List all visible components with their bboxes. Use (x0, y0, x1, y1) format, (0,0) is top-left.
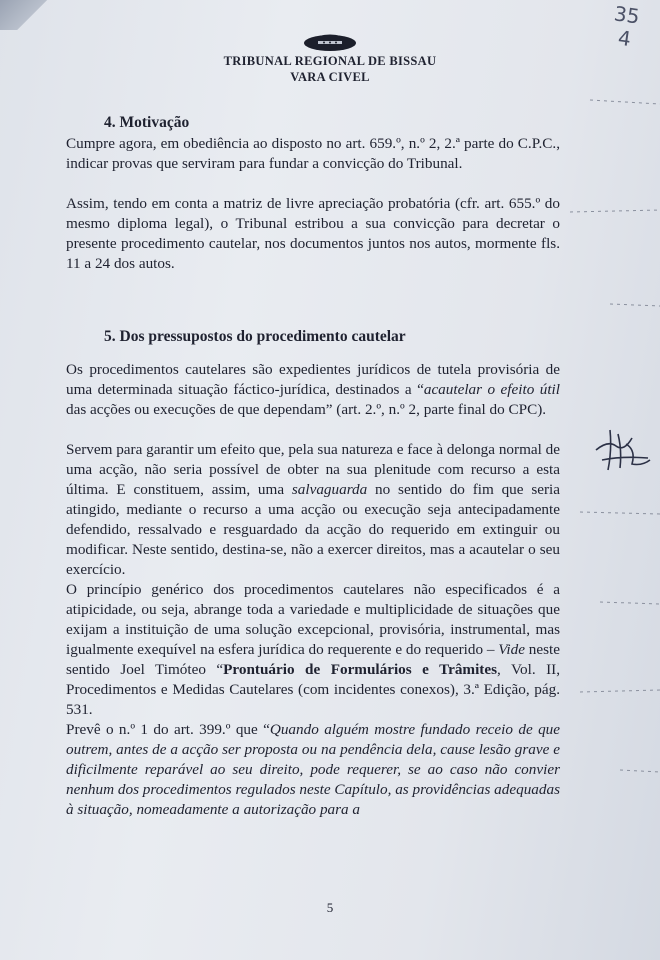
court-emblem-icon (300, 30, 360, 52)
court-name: TRIBUNAL REGIONAL DE BISSAU (223, 54, 437, 68)
margin-pencil-marks (560, 0, 660, 960)
section-4-paragraph-2: Assim, tendo em conta a matriz de livre apreciação probatória (cfr. art. 655.º do mesmo diploma legal), o Tribunal estribou a sua convicção para decretar o presente procedimento cautelar, nos documentos juntos nos autos, mormente fls. 11 a 24 dos autos. (66, 195, 560, 272)
section-5-paragraph-4: Prevê o n.º 1 do art. 399.º que “Quando alguém mostre fundado receio de que outrem, antes de a acção ser proposta ou na pendência dela, cause lesão grave e dificilmente reparável ao seu direito, pode requerer, se ao caso não convier nenhum dos procedimentos regulados neste Capítulo, as providências adequadas à situação, nomeadamente a autorização para a (66, 721, 561, 818)
handwritten-number-2: 4 (616, 25, 633, 52)
section-4-title: 4. Motivação (104, 114, 190, 131)
section-5-title: 5. Dos pressupostos do procedimento cautelar (104, 328, 406, 345)
section-5-body (66, 360, 560, 820)
page-number: 5 (326, 900, 334, 915)
handwritten-number-1: 35 (612, 1, 642, 29)
folded-corner (0, 0, 48, 30)
section-5-paragraph-1: Os procedimentos cautelares são expedientes jurídicos de tutela provisória de uma determinada situação fáctico-jurídica, destinados a “acautelar o efeito útil das acções ou execuções de que dependam” (art. 2.º, n.º 2, parte final do CPC). (66, 361, 560, 418)
section-5-paragraph-2: Servem para garantir um efeito que, pela sua natureza e face à delonga normal de uma acção, não seria possível de obter na sua plenitude com recurso a esta última. E constituem, assim, uma salvaguarda no sentido do fim que seria atingido, mediante o recurso a uma acção ou execução seja antecipadamente defendido, ressalvado e resguardado da acção do requerido em extinguir ou modificar. Neste sentido, destina-se, não a exercer direitos, mas a acautelar o seu exercício. (66, 441, 560, 578)
court-division: VARA CIVEL (290, 70, 370, 84)
section-5-paragraph-3: O princípio genérico dos procedimentos cautelares não especificados é a atipicidade, ou seja, abrange toda a variedade e multiplicidade de situações que exijam a instituição de uma solução excepcional, provisória, instrumental, mas igualmente exequível na esfera jurídica do requerente e do requerido – Vide neste sentido Joel Timóteo “Prontuário de Formulários e Trâmites, Vol. II, Procedimentos e Medidas Cautelares (com incidentes conexos), 3.ª Edição, pág. 531. (66, 581, 561, 718)
section-4-body (66, 134, 560, 274)
section-4-paragraph-1: Cumpre agora, em obediência ao disposto no art. 659.º, n.º 2, 2.ª parte do C.P.C., indicar provas que serviram para fundar a convicção do Tribunal. (66, 135, 560, 172)
